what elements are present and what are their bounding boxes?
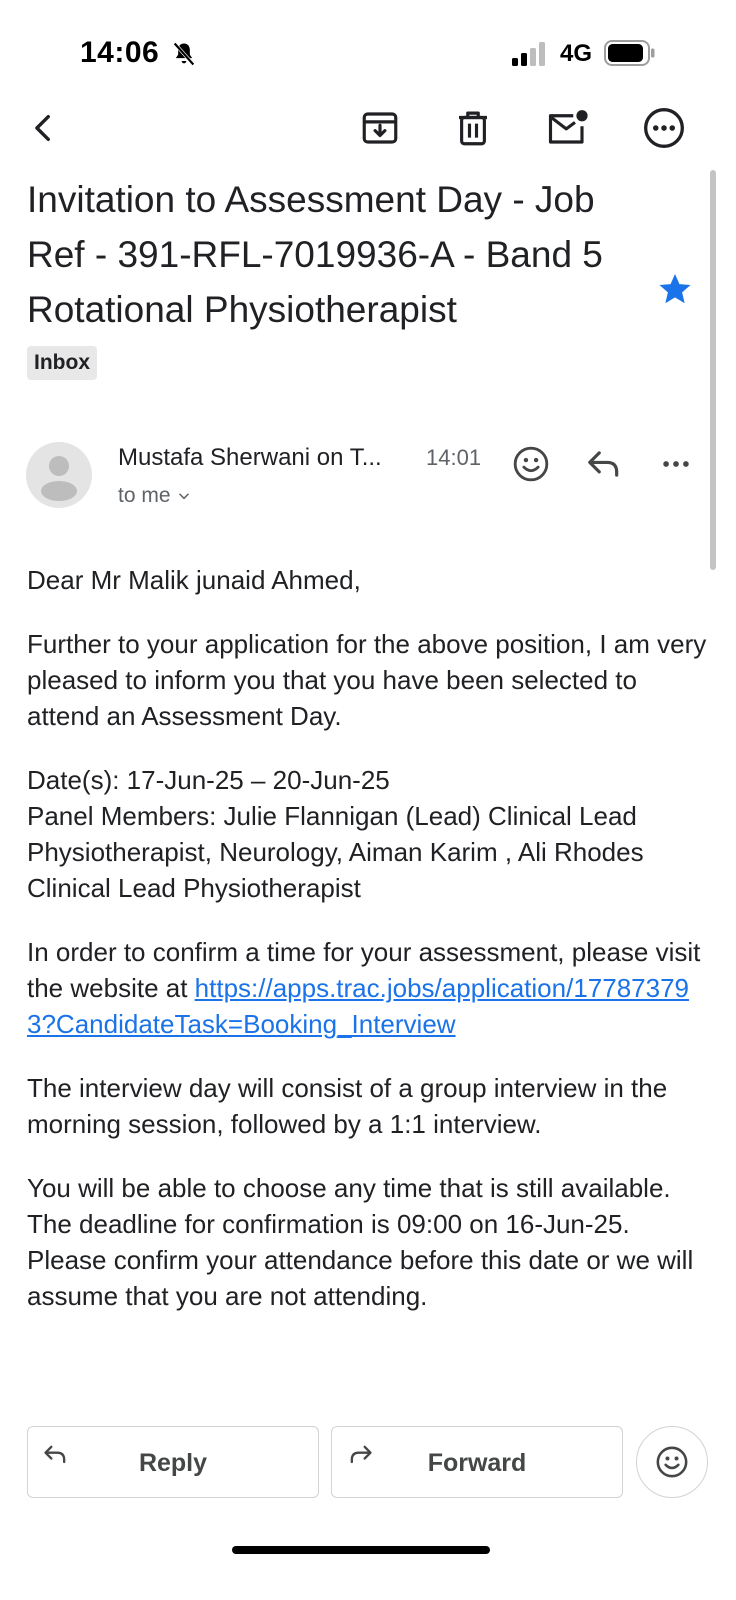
forward-action-button[interactable] (331, 1426, 623, 1498)
emoji-icon (512, 445, 550, 483)
body-paragraph: The interview day will consist of a group interview in the morning session, followed by a 1:1 interview. (27, 1073, 668, 1139)
reply-action-button[interactable] (27, 1426, 319, 1498)
chevron-down-icon (177, 489, 191, 503)
status-bar (0, 0, 736, 100)
reply-icon (585, 445, 623, 483)
body-paragraph: You will be able to choose any time that is still available. The deadline for confirmation is 09:00 on 16-Jun-25. Please confirm your attendance before this date or we will assume that you are not attending. (27, 1173, 694, 1311)
booking-paragraph (27, 934, 707, 1042)
booking-text: In order to confirm a time for your assessment, please visit the website at (27, 937, 701, 1003)
body-paragraph: Further to your application for the above position, I am very pleased to inform you that you have been selected to attend an Assessment Day. (27, 629, 707, 731)
signal-icon (512, 42, 548, 66)
assessment-dates: Date(s): 17-Jun-25 – 20-Jun-25 (27, 765, 390, 795)
archive-icon (359, 107, 401, 149)
toolbar (0, 100, 736, 160)
sender-name[interactable]: Mustafa Sherwani on T... (118, 444, 382, 471)
assessment-details (27, 762, 707, 906)
back-arrow-icon (27, 111, 61, 145)
recipient-details[interactable] (118, 484, 191, 508)
sender-row (0, 440, 736, 520)
panel-members: Panel Members: Julie Flannigan (Lead) Clinical Lead Physiotherapist, Neurology, Aiman Karim , Ali Rhodes Clinical Lead Physiotherapist (27, 801, 644, 903)
mark-unread-icon (545, 107, 591, 149)
status-time: 14:06 (80, 36, 160, 69)
archive-button[interactable] (352, 100, 408, 156)
forward-label: Forward (427, 1449, 527, 1477)
emoji-icon (655, 1445, 689, 1479)
home-indicator[interactable] (232, 1546, 490, 1554)
action-bar (0, 1426, 736, 1500)
battery-icon (604, 40, 656, 66)
email-body (27, 562, 707, 1342)
recipient-label: to me (118, 484, 171, 507)
more-options-button[interactable] (636, 100, 692, 156)
message-more-button[interactable] (652, 440, 700, 488)
more-horizontal-icon (659, 447, 693, 481)
delete-button[interactable] (445, 100, 501, 156)
greeting: Dear Mr Malik junaid Ahmed, (27, 565, 361, 595)
bell-off-icon (170, 40, 198, 68)
mark-unread-button[interactable] (540, 100, 596, 156)
person-icon (26, 442, 92, 508)
reply-button[interactable] (580, 440, 628, 488)
inbox-label[interactable]: Inbox (27, 346, 97, 380)
avatar[interactable] (26, 442, 92, 508)
reply-label: Reply (138, 1449, 208, 1477)
react-emoji-button[interactable] (507, 440, 555, 488)
star-icon[interactable] (656, 270, 694, 308)
trash-icon (452, 107, 494, 149)
email-subject: Invitation to Assessment Day - Job Ref - 391-RFL-7019936-A - Band 5 Rotational Physiotherapist (27, 179, 603, 330)
email-time: 14:01 (426, 445, 482, 470)
more-options-icon (642, 106, 686, 150)
booking-link[interactable]: https://apps.trac.jobs/application/177873793?CandidateTask=Booking_Interview (27, 973, 689, 1039)
emoji-reaction-button[interactable] (636, 1426, 708, 1498)
back-button[interactable] (16, 100, 72, 156)
network-type: 4G (560, 40, 593, 67)
